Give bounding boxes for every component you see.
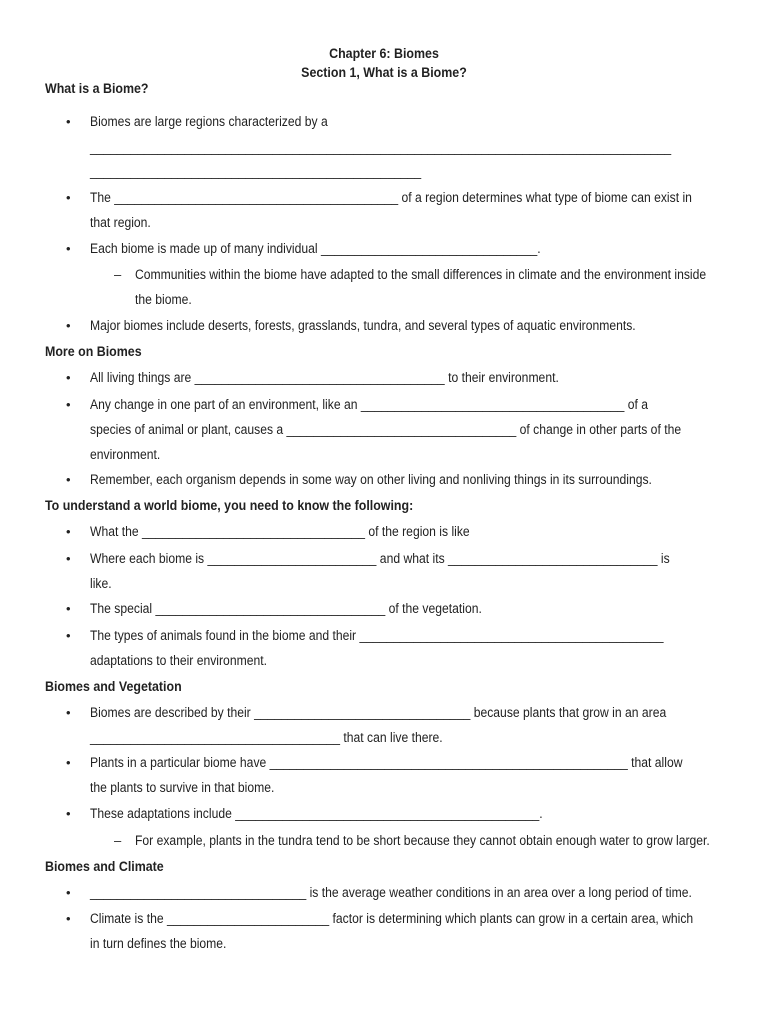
list-item-continuation: species of animal or plant, causes a __________________________________ of change in other parts of the [90, 422, 682, 437]
list-item: Remember, each organism depends in some way on other living and nonliving things in its surroundings. [90, 472, 652, 487]
list-item: What the _________________________________ of the region is like [90, 524, 470, 539]
section-heading: Biomes and Vegetation [45, 679, 182, 694]
list-item: Where each biome is _________________________ and what its _______________________________ is [90, 551, 670, 566]
bullet-marker: • [66, 370, 71, 385]
list-item: Each biome is made up of many individual ________________________________. [90, 241, 541, 256]
bullet-marker: • [66, 190, 71, 205]
list-item-continuation: environment. [90, 447, 161, 462]
sub-list-item-continuation: the biome. [135, 292, 192, 307]
list-item: Major biomes include deserts, forests, grasslands, tundra, and several types of aquatic environments. [90, 318, 636, 333]
bullet-marker: • [66, 628, 71, 643]
section-title: Section 1, What is a Biome? [301, 65, 467, 80]
list-item: Biomes are large regions characterized by a [90, 114, 328, 129]
list-item: ________________________________ is the average weather conditions in an area over a long period of time. [90, 885, 692, 900]
bullet-marker: • [66, 114, 71, 129]
dash-marker: – [114, 267, 122, 282]
sub-list-item: For example, plants in the tundra tend to be short because they cannot obtain enough water to grow larger. [135, 833, 710, 848]
list-item: Any change in one part of an environment, like an _______________________________________ of a [90, 397, 649, 412]
bullet-marker: • [66, 601, 71, 616]
bullet-marker: • [66, 241, 71, 256]
bullet-marker: • [66, 472, 71, 487]
bullet-marker: • [66, 524, 71, 539]
bullet-marker: • [66, 911, 71, 926]
list-item-continuation: the plants to survive in that biome. [90, 780, 275, 795]
section-heading: More on Biomes [45, 344, 142, 359]
list-item: Climate is the ________________________ factor is determining which plants can grow in a certain area, which [90, 911, 694, 926]
list-item: Biomes are described by their ________________________________ because plants that grow in an area [90, 705, 667, 720]
list-item-continuation: in turn defines the biome. [90, 936, 227, 951]
list-item: The types of animals found in the biome and their _____________________________________________ [90, 628, 664, 643]
section-heading: What is a Biome? [45, 81, 149, 96]
list-item-continuation: ______________________________________________________________________________________ [90, 140, 672, 155]
list-item-continuation: adaptations to their environment. [90, 653, 267, 668]
list-item: These adaptations include _____________________________________________. [90, 806, 543, 821]
bullet-marker: • [66, 397, 71, 412]
list-item: The special __________________________________ of the vegetation. [90, 601, 482, 616]
bullet-marker: • [66, 806, 71, 821]
bullet-marker: • [66, 705, 71, 720]
list-item: All living things are _____________________________________ to their environment. [90, 370, 559, 385]
list-item-continuation: that region. [90, 215, 151, 230]
bullet-marker: • [66, 885, 71, 900]
list-item-continuation: _____________________________________ that can live there. [90, 730, 443, 745]
bullet-marker: • [66, 755, 71, 770]
section-heading: To understand a world biome, you need to know the following: [45, 498, 414, 513]
list-item-continuation: like. [90, 576, 112, 591]
list-item: Plants in a particular biome have _____________________________________________________ that allow [90, 755, 683, 770]
dash-marker: – [114, 833, 122, 848]
sub-list-item: Communities within the biome have adapted to the small differences in climate and the environment inside [135, 267, 707, 282]
list-item: The __________________________________________ of a region determines what type of biome can exist in [90, 190, 692, 205]
chapter-title: Chapter 6: Biomes [329, 46, 439, 61]
bullet-marker: • [66, 551, 71, 566]
section-heading: Biomes and Climate [45, 859, 164, 874]
bullet-marker: • [66, 318, 71, 333]
list-item-continuation: _________________________________________________ [90, 164, 422, 179]
